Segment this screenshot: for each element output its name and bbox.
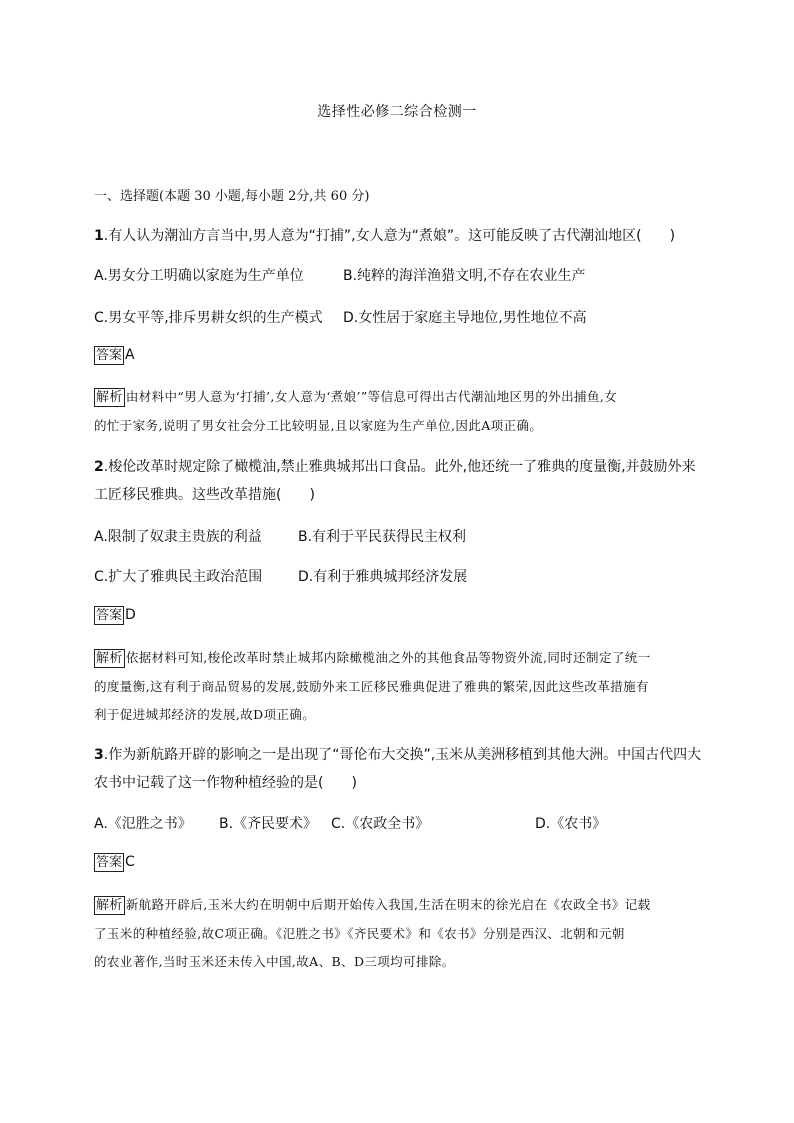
question-number: 3 — [94, 747, 104, 763]
question-3-explanation-line: 了玉米的种植经验,故C项正确。《氾胜之书》《齐民要术》和《农书》分别是西汉、北朝和元朝 — [94, 926, 625, 941]
question-1-stem: 1.有人认为潮汕方言当中,男人意为“打捕”,女人意为“煮娘”。这可能反映了古代潮汕地区( ) — [94, 228, 676, 244]
answer-tag: 答案 — [96, 608, 123, 623]
question-1-answer — [94, 346, 135, 365]
question-3-option-b: B.《齐民要术》 — [219, 816, 318, 832]
question-2-answer — [94, 606, 136, 625]
question-2-explanation-line: 的度量衡,这有利于商品贸易的发展,鼓励外来工匠移民雅典促进了雅典的繁荣,因此这些改革措施有 — [94, 679, 649, 694]
question-3-option-a: A.《氾胜之书》 — [94, 816, 192, 832]
question-3-explanation-line: 的农业著作,当时玉米还未传入中国,故A、B、D三项均可排除。 — [94, 954, 455, 969]
question-2-stem-line: 工匠移民雅典。这些改革措施( ) — [94, 487, 315, 503]
question-1-explanation-line: 的忙于家务,说明了男女社会分工比较明显,且以家庭为生产单位,因此A项正确。 — [94, 418, 543, 433]
question-1-explanation: 解析 由材料中“男人意为‘打捕’,女人意为‘煮娘’”等信息可得出古代潮汕地区男的外出捕鱼,女 — [96, 389, 618, 405]
section-heading: 一、选择题(本题 30 小题,每小题 2分,共 60 分) — [94, 189, 370, 204]
explanation-tag: 解析 — [96, 651, 123, 666]
question-2-option-a: A.限制了奴隶主贵族的利益 — [94, 529, 262, 545]
page-title: 选择性必修二综合检测一 — [317, 104, 477, 120]
answer-value: A — [125, 347, 135, 363]
question-number: 2 — [94, 459, 104, 475]
question-3-stem: 3.作为新航路开辟的影响之一是出现了“哥伦布大交换”,玉米从美洲移植到其他大洲。中国古代四大 — [94, 747, 702, 763]
explanation-tag: 解析 — [96, 390, 123, 405]
question-1-option-d: D.女性居于家庭主导地位,男性地位不高 — [343, 310, 587, 326]
answer-value: C — [125, 854, 135, 870]
question-1-option-c: C.男女平等,排斥男耕女织的生产模式 — [94, 310, 323, 326]
question-3-stem-line: 农书中记载了这一作物种植经验的是( ) — [94, 775, 357, 791]
question-2-option-c: C.扩大了雅典民主政治范围 — [94, 569, 263, 585]
question-number: 1 — [94, 228, 104, 244]
question-2-option-d: D.有利于雅典城邦经济发展 — [298, 569, 468, 585]
question-3-explanation: 解析 新航路开辟后,玉米大约在明朝中后期开始传入我国,生活在明末的徐光启在《农政全书》记载 — [96, 897, 651, 913]
answer-tag: 答案 — [96, 855, 123, 870]
question-1-option-b: B.纯粹的海洋渔猎文明,不存在农业生产 — [343, 268, 586, 284]
question-3-option-d: D.《农书》 — [535, 816, 607, 832]
answer-value: D — [125, 607, 136, 623]
explanation-tag: 解析 — [96, 898, 123, 913]
question-2-stem: 2.梭伦改革时规定除了橄榄油,禁止雅典城邦出口食品。此外,他还统一了雅典的度量衡,并鼓励外来 — [94, 459, 696, 475]
question-1-option-a: A.男女分工明确以家庭为生产单位 — [94, 268, 304, 284]
answer-tag: 答案 — [96, 348, 123, 363]
question-3-option-c: C.《农政全书》 — [331, 816, 430, 832]
question-2-explanation-line: 利于促进城邦经济的发展,故D项正确。 — [94, 707, 316, 722]
question-2-option-b: B.有利于平民获得民主权利 — [298, 529, 467, 545]
question-2-explanation: 解析 依据材料可知,梭伦改革时禁止城邦内除橄榄油之外的其他食品等物资外流,同时还制定了统一 — [96, 650, 651, 666]
question-3-answer — [94, 853, 135, 872]
